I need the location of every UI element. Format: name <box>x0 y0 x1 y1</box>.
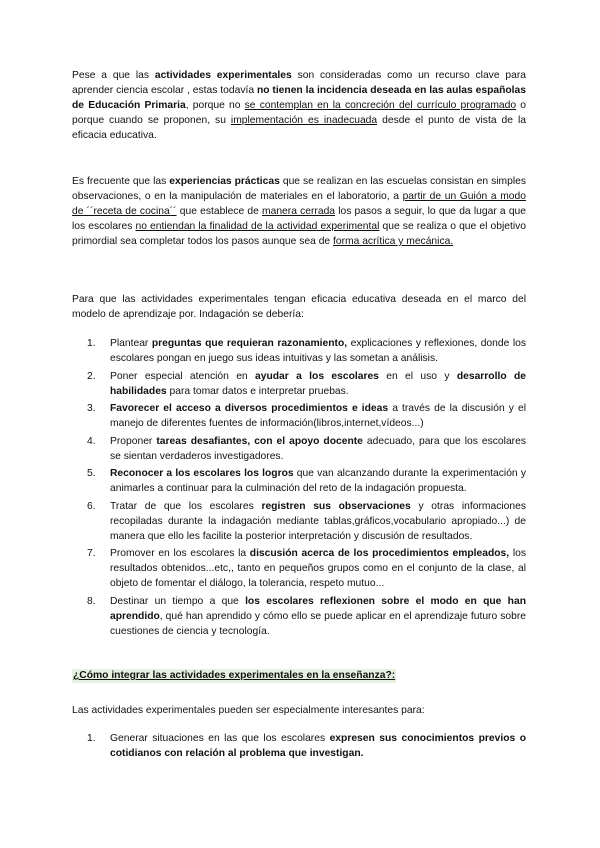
text-run: Generar situaciones en las que los escolares <box>110 733 330 744</box>
text-run: que van alcanzando durante la experimentación y animarles a continuar para la culminación del reto de la indagación propuesta. <box>110 468 526 494</box>
uses-list <box>72 731 526 764</box>
bold-text: desarrollo de habilidades <box>110 370 526 397</box>
list-item <box>72 466 526 496</box>
text-run: Las actividades experimentales pueden ser especialmente interesantes para: <box>72 705 425 716</box>
list-number: 6. <box>87 500 96 512</box>
bold-text: ayudar a los escolares <box>255 370 379 382</box>
bold-text: Reconocer a los escolares los logros <box>110 468 294 479</box>
text-run: que establece de <box>176 206 263 217</box>
bold-text: los escolares reflexionen sobre el modo en que han aprendido <box>110 595 526 622</box>
list-number: 1. <box>87 338 96 349</box>
underlined-text: implementación es inadecuada <box>230 115 378 126</box>
list-item <box>72 546 526 591</box>
text-run: Promover en los escolares la <box>110 548 250 559</box>
bold-text: no tienen la incidencia deseada en las aulas españolas de Educación Primaria <box>72 85 526 111</box>
text-run: , qué han aprendido y cómo ello se puede aplicar en el aprendizaje futuro sobre cuestiones de ciencia y tecnología. <box>110 610 526 637</box>
paragraph-inquiry-model <box>72 292 526 322</box>
text-run: los pasos a seguir, lo que da lugar a que los escolares <box>72 206 527 232</box>
list-item <box>72 594 526 639</box>
underlined-text: se contemplan en la concreción del currículo programado <box>244 100 517 111</box>
list-item <box>72 369 526 399</box>
list-number: 4. <box>87 435 96 447</box>
text-run: Tratar de que los escolares <box>110 500 262 512</box>
text-run: explicaciones y reflexiones, donde los escolares pongan en juego sus ideas intuitivas y las sometan a análisis. <box>110 338 526 364</box>
text-run: son consideradas como un recurso clave para aprender ciencia escolar , estas todavía <box>72 70 526 96</box>
bold-text: registren sus observaciones <box>261 500 411 512</box>
text-run: , porque no <box>185 100 245 111</box>
text-run: Es frecuente que las <box>72 176 170 187</box>
text-run: o porque cuando se proponen, su <box>72 100 526 126</box>
list-number: 5. <box>87 468 96 479</box>
text-run: en el uso y <box>378 370 457 382</box>
list-item <box>72 401 526 431</box>
paragraph-practical-experiences <box>72 174 526 249</box>
underlined-text: partir de un Guión a modo de ´´receta de cocina´´ <box>72 191 526 217</box>
bold-text: expresen sus conocimientos previos o cotidianos con relación al problema que investigan. <box>110 733 526 759</box>
text-run: Pese a que las <box>72 70 155 81</box>
text-run: que se realiza o que el objetivo primordial sea completar todos los pasos aunque sea de <box>72 221 526 247</box>
list-item <box>72 336 526 366</box>
bold-text: preguntas que requieran razonamiento, <box>151 338 348 349</box>
text-run: para tomar datos e interpretar pruebas. <box>166 385 349 397</box>
bold-text: experiencias prácticas <box>169 176 280 187</box>
paragraph-uses <box>72 703 526 718</box>
recommendations-list <box>72 336 526 641</box>
underlined-text: manera cerrada <box>262 206 336 217</box>
text-run: los resultados obtenidos...etc,, tanto en pequeños grupos como en el conjunto de la clase, al objeto de fomentar el diálogo, la tolerancia, respeto mutuo... <box>110 548 526 589</box>
text-run: adecuado, para que los escolares se sientan verdaderos investigadores. <box>110 435 526 462</box>
text-run: a través de la discusión y el manejo de diferentes fuentes de información(libros,internet,vídeos...) <box>110 403 526 429</box>
text-run: desde el punto de vista de la eficacia educativa. <box>72 115 526 141</box>
underlined-text: forma acrítica y mecánica. <box>333 236 454 247</box>
text-run: Poner especial atención en <box>110 370 255 382</box>
underlined-text: no entiendan la finalidad de la actividad experimental <box>135 221 380 232</box>
section-heading: ¿Cómo integrar las actividades experimentales en la enseñanza?: <box>73 670 396 681</box>
bold-text: discusión acerca de los procedimientos empleados, <box>249 548 510 559</box>
text-run: Para que las actividades experimentales tengan eficacia educativa deseada en el marco del modelo de aprendizaje por. Indagación se debería: <box>72 294 526 320</box>
text-run: y otras informaciones recopiladas durante la indagación mediante tablas,gráficos,vocabulario apropiado...) de manera que ello les facilite la posterior interpretación y discusión de resultados. <box>110 500 526 542</box>
list-number: 8. <box>87 595 96 607</box>
list-item <box>72 434 526 464</box>
text-run: Proponer <box>110 435 157 447</box>
bold-text: tareas desafiantes, con el apoyo docente <box>156 435 363 447</box>
bold-text: actividades experimentales <box>154 70 292 81</box>
list-number: 1. <box>87 733 96 744</box>
list-item <box>72 731 526 761</box>
list-number: 7. <box>87 548 96 559</box>
list-number: 3. <box>87 403 96 414</box>
list-number: 2. <box>87 370 96 382</box>
text-run: que se realizan en las escuelas consistan en simples observaciones, o en la manipulación de materiales en el laboratorio, a <box>72 176 526 202</box>
text-run: Destinar un tiempo a que <box>110 595 246 607</box>
paragraph-intro <box>72 68 526 143</box>
list-item <box>72 499 526 544</box>
bold-text: Favorecer el acceso a diversos procedimientos e ideas <box>110 403 389 414</box>
text-run: Plantear <box>110 338 152 349</box>
